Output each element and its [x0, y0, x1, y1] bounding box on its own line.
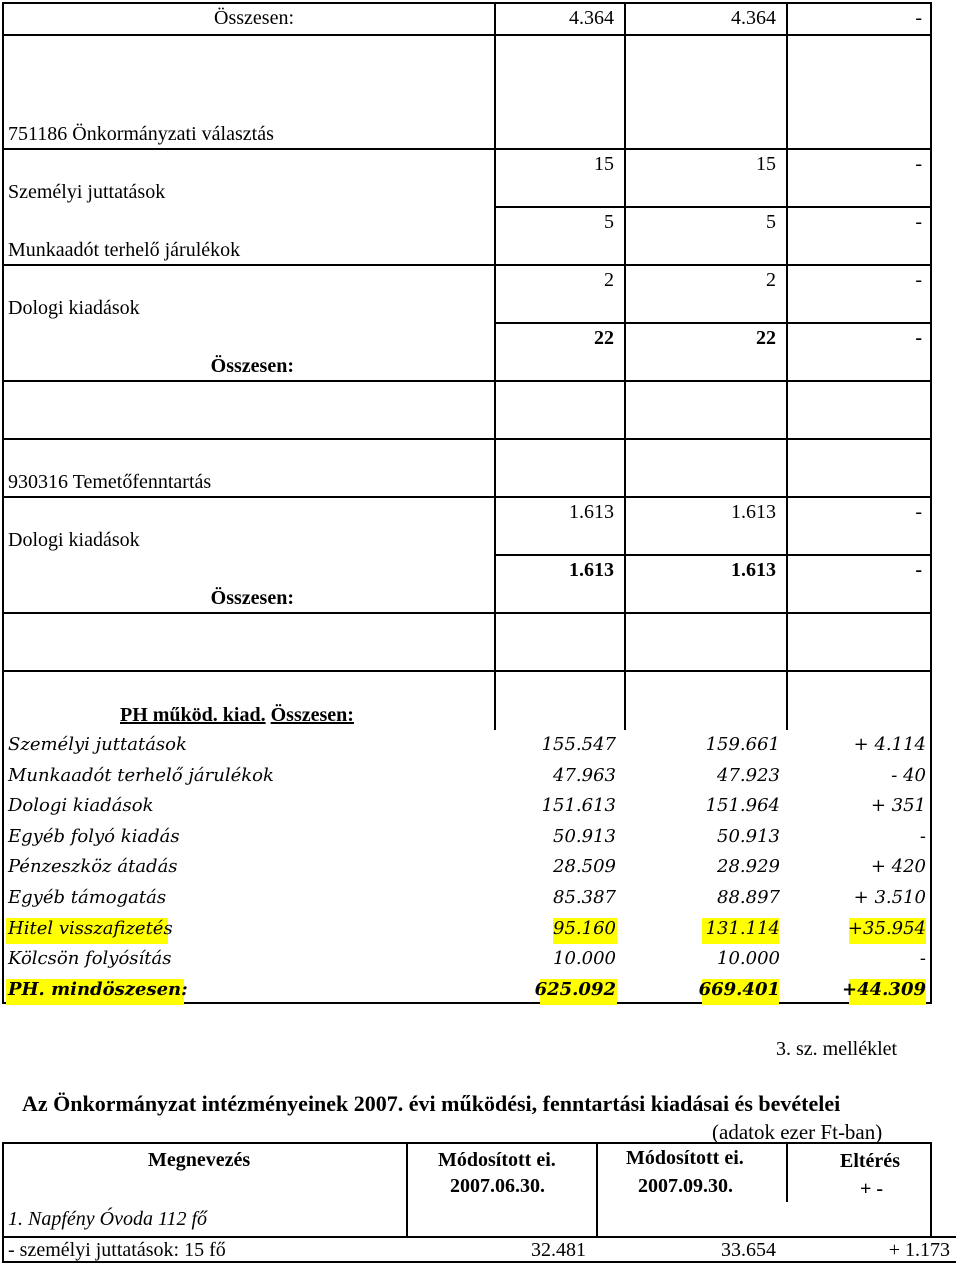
grid-line	[930, 1142, 932, 1238]
value-cell: 4.364	[731, 7, 776, 29]
grid-line	[2, 438, 932, 440]
grid-line	[2, 1142, 932, 1144]
row-label: - személyi juttatások: 15 fő	[8, 1239, 226, 1261]
value-cell: 22	[756, 327, 776, 349]
value-cell: 22	[594, 327, 614, 349]
ph-value-cell: 10.000	[717, 948, 780, 969]
grid-line	[786, 1142, 788, 1202]
ph-value-cell: 625.092	[534, 979, 616, 1000]
header-col2-date: 2007.09.30.	[638, 1175, 733, 1197]
ph-value-cell: 47.923	[717, 765, 780, 786]
section-title: 930316 Temetőfenntartás	[8, 471, 212, 493]
grid-line	[494, 2, 496, 730]
ph-value-cell: 47.963	[553, 765, 616, 786]
value-cell: -	[915, 211, 922, 233]
row-label: Dologi kiadások	[8, 529, 140, 551]
value-cell: -	[915, 269, 922, 291]
grid-line	[494, 206, 932, 208]
grid-line	[2, 2, 932, 4]
ph-value-cell: + 3.510	[853, 887, 926, 908]
value-cell: 4.364	[569, 7, 614, 29]
value-cell: -	[915, 327, 922, 349]
ph-value-cell: + 351	[870, 795, 926, 816]
ph-title-a: PH működ. kiad.	[120, 704, 266, 726]
grid-line	[2, 380, 932, 382]
header-col2: Módosított ei.	[626, 1147, 744, 1169]
header-col3-sign: + -	[860, 1178, 884, 1200]
ph-value-cell: 28.509	[553, 856, 616, 877]
ph-row-label: Egyéb támogatás	[8, 887, 167, 908]
total-label: Összesen:	[210, 355, 294, 377]
ph-row-label: Pénzeszköz átadás	[8, 856, 178, 877]
ph-title	[120, 703, 354, 727]
grid-line	[2, 1142, 4, 1263]
header-col1: Módosított ei.	[438, 1149, 556, 1171]
ph-row-label: Hitel visszafizetés	[8, 918, 173, 939]
grid-line	[2, 2, 4, 1002]
row-label: Személyi juttatások	[8, 181, 166, 203]
grid-line	[494, 322, 932, 324]
value-cell: -	[915, 7, 922, 29]
ph-row-label: Kölcsön folyósítás	[8, 948, 172, 969]
grid-line	[2, 612, 932, 614]
ph-value-cell: +35.954	[847, 918, 926, 939]
grid-line	[2, 148, 932, 150]
ph-value-cell: 669.401	[698, 979, 780, 1000]
value-cell: 15	[756, 153, 776, 175]
ph-title-b: Összesen:	[270, 704, 354, 726]
header-col3: Eltérés	[840, 1150, 900, 1172]
value-cell: + 1.173	[888, 1239, 950, 1261]
ph-value-cell: + 4.114	[853, 734, 926, 755]
ph-value-cell: - 40	[891, 765, 926, 786]
grid-line	[2, 34, 932, 36]
value-cell: -	[915, 559, 922, 581]
ph-row-label: Munkaadót terhelő járulékok	[8, 765, 274, 786]
grid-line	[2, 670, 932, 672]
grid-line	[624, 2, 626, 730]
row-label: Dologi kiadások	[8, 297, 140, 319]
ph-value-cell: 50.913	[553, 826, 616, 847]
row-label: Összesen:	[214, 7, 294, 29]
value-cell: 1.613	[731, 501, 776, 523]
ph-value-cell: + 420	[870, 856, 926, 877]
header-name: Megnevezés	[148, 1149, 251, 1171]
grid-line	[494, 554, 932, 556]
ph-value-cell: 10.000	[553, 948, 616, 969]
main-title: Az Önkormányzat intézményeinek 2007. évi működési, fenntartási kiadásai és bevételei	[22, 1091, 841, 1116]
value-cell: 2	[604, 269, 614, 291]
ph-value-cell: 88.897	[717, 887, 780, 908]
value-cell: 2	[766, 269, 776, 291]
value-cell: 1.613	[569, 501, 614, 523]
ph-row-label: Egyéb folyó kiadás	[8, 826, 180, 847]
value-cell: -	[915, 501, 922, 523]
ph-value-cell: +44.309	[842, 979, 926, 1000]
header-col1-date: 2007.06.30.	[450, 1175, 545, 1197]
group-label: 1. Napfény Óvoda 112 fő	[8, 1208, 208, 1230]
ph-value-cell: 159.661	[705, 734, 780, 755]
grid-line	[2, 264, 932, 266]
value-cell: -	[915, 153, 922, 175]
value-cell: 5	[766, 211, 776, 233]
ph-value-cell: 151.964	[705, 795, 780, 816]
ph-value-cell: 85.387	[553, 887, 616, 908]
ph-value-cell: 131.114	[705, 918, 780, 939]
ph-row-label: PH. mindöszesen:	[8, 979, 188, 1000]
value-cell: 1.613	[731, 559, 776, 581]
grid-line	[786, 2, 788, 730]
ph-value-cell: -	[919, 948, 926, 969]
grid-line	[930, 2, 932, 1002]
value-cell: 1.613	[569, 559, 614, 581]
ph-row-label: Dologi kiadások	[8, 795, 154, 816]
unit-note: (adatok ezer Ft-ban)	[712, 1120, 883, 1144]
grid-line	[2, 496, 932, 498]
value-cell: 15	[594, 153, 614, 175]
ph-row-label: Személyi juttatások	[8, 734, 187, 755]
row-label: Munkaadót terhelő járulékok	[8, 239, 241, 261]
ph-value-cell: 50.913	[717, 826, 780, 847]
value-cell: 32.481	[531, 1239, 586, 1261]
grid-line	[596, 1142, 598, 1238]
value-cell: 5	[604, 211, 614, 233]
ph-value-cell: 28.929	[717, 856, 780, 877]
ph-value-cell: 155.547	[541, 734, 616, 755]
ph-value-cell: 151.613	[541, 795, 616, 816]
ph-value-cell: 95.160	[553, 918, 616, 939]
grid-line	[406, 1142, 408, 1238]
annex-label: 3. sz. melléklet	[776, 1038, 898, 1060]
value-cell: 33.654	[721, 1239, 776, 1261]
section-title: 751186 Önkormányzati választás	[8, 123, 274, 145]
total-label: Összesen:	[210, 587, 294, 609]
ph-value-cell: -	[919, 826, 926, 847]
